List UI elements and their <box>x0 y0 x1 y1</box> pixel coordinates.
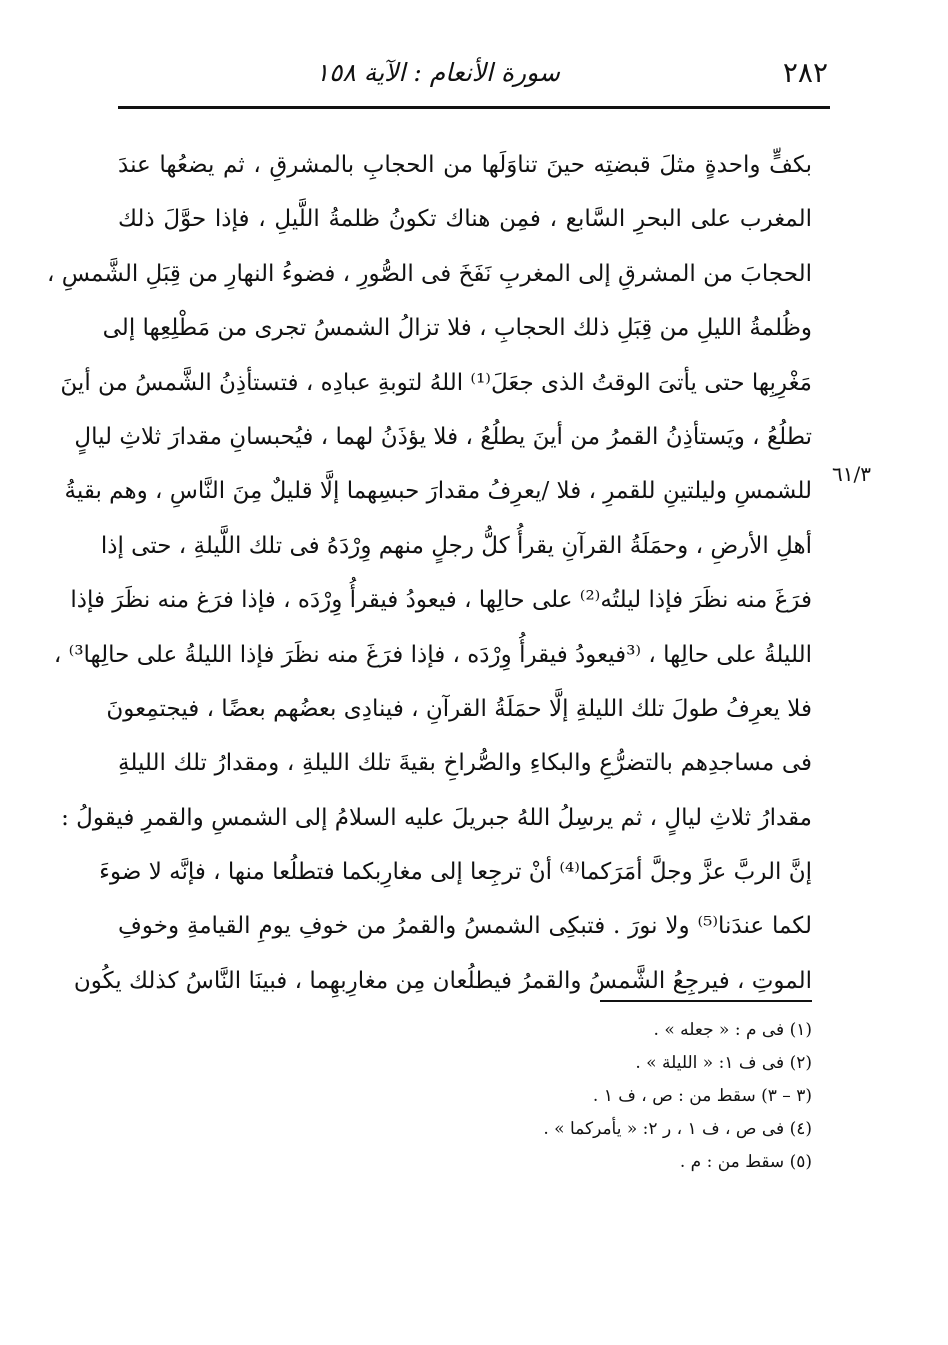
text-line: تطلُعُ ، ويَستأذِنُ القمرُ من أينَ يطلُعُ ، فلا يؤذَنُ لهما ، فيُحبسانِ مقدارَ ثلاثِ ليالٍ <box>74 423 812 450</box>
footnote: (٣ – ٣) سقط من : ص ، ف ١ . <box>592 1086 812 1106</box>
page-number: ٢٨٢ <box>782 56 828 89</box>
text-line: أهلِ الأرضِ ، وحمَلَةُ القرآنِ يقرأُ كلُّ رجلٍ منهم وِرْدَهُ فى تلك اللَّيلةِ ، حتى إذا <box>100 532 812 559</box>
text-line: مَغْرِبِها حتى يأتىَ الوقتُ الذى جعَلَ⁽¹⁾ اللهُ لتوبةِ عبادِه ، فتستأذِنُ الشَّمسُ من أينَ <box>60 369 812 396</box>
footnotes <box>543 1014 812 1179</box>
text-line: وظُلمةُ الليلِ من قِبَلِ ذلك الحجابِ ، فلا تزالُ الشمسُ تجرى من مَطْلِعِها إلى <box>102 315 812 342</box>
text-line: بكفٍّ واحدةٍ مثلَ قبضتِه حينَ تناوَلَها من الحجابِ بالمشرقِ ، ثم يضعُها عندَ <box>118 152 812 178</box>
text-line: الموتِ ، فيرجِعُ الشَّمسُ والقمرُ فيطلُعان مِن مغارِبهِما ، فبينَا النَّاسُ كذلك يكُون <box>73 967 812 994</box>
header-rule <box>118 106 830 109</box>
margin-reference: ٦١/٣ <box>832 462 871 486</box>
text-line: مقدارُ ثلاثِ ليالٍ ، ثم يرسِلُ اللهُ جبريلَ عليه السلامُ إلى الشمسِ والقمرِ فيقولُ : <box>61 804 812 831</box>
page-header <box>118 48 830 98</box>
text-line: الحجابَ من المشرقِ إلى المغربِ نَفَخَ فى الصُّورِ ، فضوءُ النهارِ من قِبَلِ الشَّمسِ ، <box>46 260 812 287</box>
footnote: (٥) سقط من : م . <box>679 1152 812 1172</box>
body-text <box>46 138 812 1008</box>
text-line: المغرب على البحرِ السَّابع ، فمِن هناك تكونُ ظلمةُ اللَّيلِ ، فإذا حوَّلَ ذلك <box>118 206 812 233</box>
text-line: فى مساجدِهم بالتضرُّعِ والبكاءِ والصُّراخِ بقيةَ تلك الليلةِ ، ومقدارُ تلك الليلةِ <box>118 750 812 777</box>
text-line: لكما عندَنا⁽⁵⁾ ولا نورَ . فتبكِى الشمسُ والقمرُ من خوفِ يومِ القيامةِ وخوفِ <box>118 913 812 940</box>
text-line: فرَغَ منه نظَرَ فإذا ليلتُه⁽²⁾ على حالِها ، فيعودُ فيقرأُ وِرْدَه ، فإذا فرَغ منه نظَرَ فإذا <box>70 587 812 614</box>
running-title: سورة الأنعام : الآية ١٥٨ <box>315 58 560 87</box>
footnote: (١) فى م : « جعله » . <box>653 1020 812 1040</box>
footnote-separator <box>600 1000 812 1002</box>
footnote: (٢) فى ف ١: « الليلة » . <box>635 1053 812 1073</box>
text-line: للشمسِ وليلتينِ للقمرِ ، فلا /يعرِفُ مقدارَ حبسِهما إلَّا قليلٌ مِنَ النَّاسِ ، وهم بقيةُ <box>64 478 812 505</box>
text-line: الليلةُ على حالِها ، ⁽³فيعودُ فيقرأُ وِرْدَه ، فإذا فرَغَ منه نظَرَ فإذا الليلةُ على حالِها³⁾ ، <box>53 641 812 668</box>
text-line: فلا يعرِفُ طولَ تلك الليلةِ إلَّا حمَلَةُ القرآنِ ، فينادِى بعضُهم بعضًا ، فيجتمِعونَ <box>106 695 812 722</box>
footnote: (٤) فى ص ، ف ١ ، ر ٢: « يأمركما » . <box>543 1119 812 1139</box>
text-line: إنَّ الربَّ عزَّ وجلَّ أمَرَكما⁽⁴⁾ أنْ ترجِعا إلى مغارِبكما فتطلُعا منها ، فإنَّه لا ضوءَ <box>99 859 812 886</box>
